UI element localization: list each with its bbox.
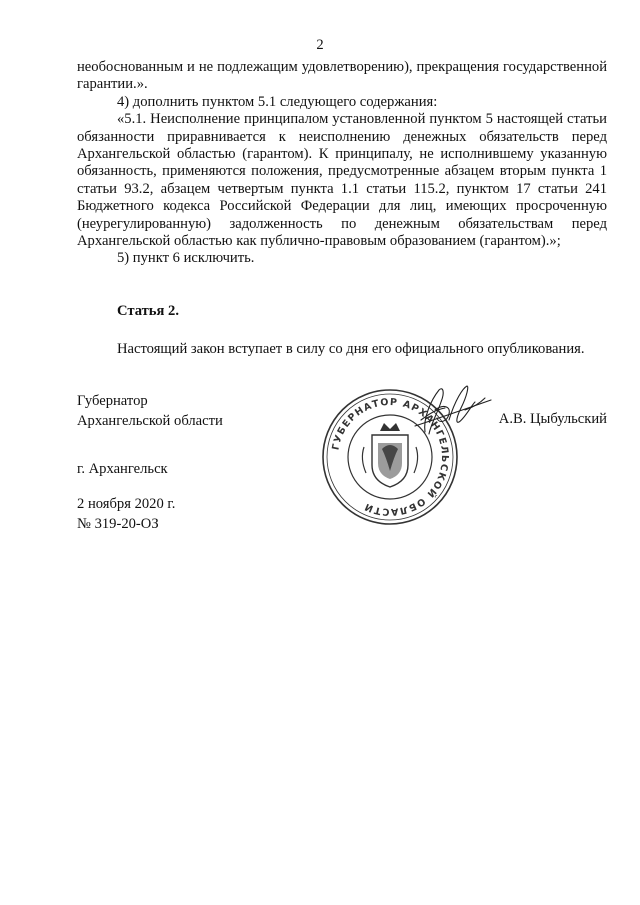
law-number: № 319-20-ОЗ [77,515,159,532]
article-heading: Статья 2. [117,303,179,319]
signatory-title-line-2: Архангельской области [77,412,223,429]
body-text [77,59,607,268]
paragraph-2: 4) дополнить пунктом 5.1 следующего содержания: [117,93,438,110]
page-number: 2 [316,37,324,53]
paragraph-1: необоснованным и не подлежащим удовлетворению), прекращения государственной гарантии.». [77,59,607,93]
signatory-title [77,392,223,431]
paragraph-4: 5) пункт 6 исключить. [117,250,255,267]
paragraph-3: «5.1. Неисполнение принципалом установленной пунктом 5 настоящей статьи обязанности приравнивается к неисполнению денежных обязательств перед Архангельской областью (гарантом). К принципалу, не исполнившему указанную обязанность, применяются положения, предусмотренные абзацем вторым пункта 1 статьи 93.2, абзацем четвертым пункта 1.1 статьи 115.2, пунктом 17 статьи 241 Бюджетного кодекса Российской Федерации для лиц, имеющих просроченную (неурегулированную) задолженность по денежным обязательствам перед Архангельской областью как публично-правовым образованием (гарантом).»; [77,111,607,250]
city-name: г. Архангельск [77,461,168,477]
date-block [77,495,175,534]
signing-date: 2 ноября 2020 г. [77,496,176,512]
seal-text-path: ГУБЕРНАТОР АРХАНГЕЛЬСКОЙ ОБЛАСТИ [330,396,451,518]
signature-icon [405,380,495,440]
signatory-title-line-1: Губернатор [77,393,148,409]
signatory-name: А.В. Цыбульский [498,411,607,427]
law-text: Настоящий закон вступает в силу со дня его официального опубликования. [117,341,585,357]
